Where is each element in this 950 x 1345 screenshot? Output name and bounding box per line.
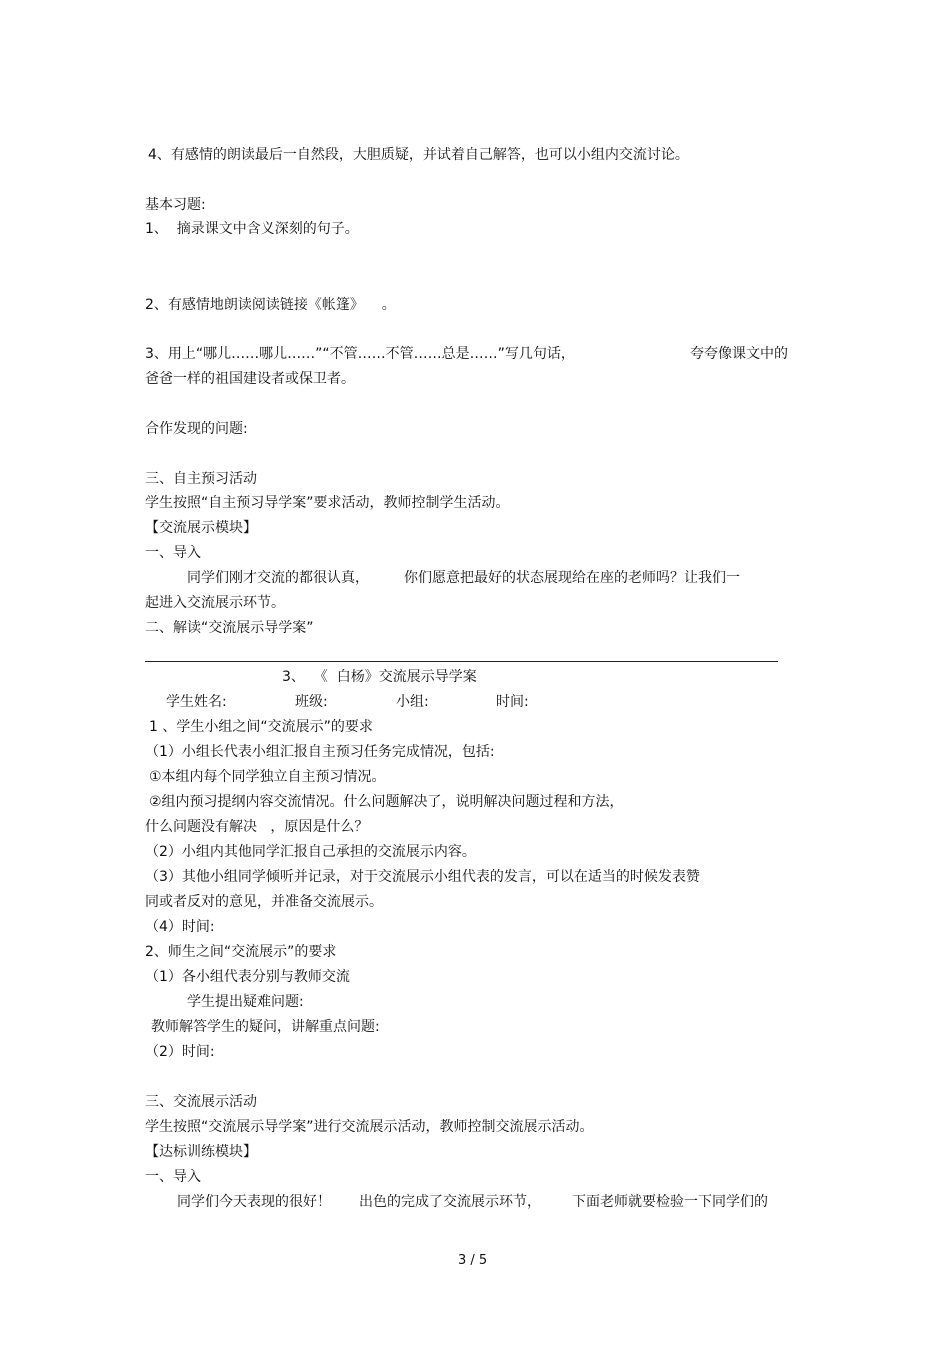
section-heading: 三、交流展示活动 xyxy=(145,1094,257,1110)
list-item: （1）各小组代表分别与教师交流 xyxy=(145,969,350,985)
list-item: ②组内预习提纲内容交流情况。什么问题解决了，说明解决问题过程和方法， xyxy=(149,794,624,810)
section-heading: 三、自主预习活动 xyxy=(145,471,257,487)
section-heading: 基本习题: xyxy=(145,197,206,213)
time-label: 时间: xyxy=(496,694,529,710)
section-heading: 二、解读“交流展示导学案” xyxy=(145,620,314,636)
paragraph: 同学们刚才交流的都很认真， xyxy=(187,570,369,586)
worksheet-title: 3、 《 白杨》交流展示导学案 xyxy=(282,669,477,685)
list-item: （4）时间: xyxy=(145,919,215,935)
list-item: （2）小组内其他同学汇报自己承担的交流展示内容。 xyxy=(145,844,476,860)
list-item: 教师解答学生的疑问，讲解重点问题: xyxy=(151,1019,380,1035)
paragraph-continued: 你们愿意把最好的状态展现给在座的老师吗？让我们一 xyxy=(404,570,740,586)
list-item: （1）小组长代表小组汇报自主预习任务完成情况，包括: xyxy=(145,744,495,760)
list-item: ①本组内每个同学独立自主预习情况。 xyxy=(149,769,386,785)
paragraph: 同学们今天表现的很好！ xyxy=(177,1194,331,1210)
list-item: 学生提出疑难问题: xyxy=(187,994,304,1010)
section-heading: 合作发现的问题: xyxy=(145,421,248,437)
section-heading: 2、师生之间“交流展示”的要求 xyxy=(145,944,337,960)
group-label: 小组: xyxy=(396,694,429,710)
exercise-item-continued: 爸爸一样的祖国建设者或保卫者。 xyxy=(145,371,355,387)
exercise-item: 1、 摘录课文中含义深刻的句子。 xyxy=(145,221,359,237)
exercise-item: 3、用上“哪儿……哪儿……”“不管……不管……总是……”写几句话， xyxy=(145,346,575,362)
paragraph: 学生按照“自主预习导学案”要求活动，教师控制学生活动。 xyxy=(145,495,510,511)
list-item: （3）其他小组同学倾听并记录，对于交流展示小组代表的发言，可以在适当的时候发表赞 xyxy=(145,869,700,885)
class-label: 班级: xyxy=(295,694,328,710)
list-item-continued: 什么问题没有解决 ，原因是什么？ xyxy=(145,819,369,835)
list-item: （2）时间: xyxy=(145,1044,215,1060)
list-item-continued: 同或者反对的意见，并准备交流展示。 xyxy=(145,894,383,910)
module-heading: 【达标训练模块】 xyxy=(145,1144,257,1160)
section-heading: 一、导入 xyxy=(145,545,201,561)
page-number: 3 / 5 xyxy=(458,1253,488,1268)
paragraph-continued: 下面老师就要检验一下同学们的 xyxy=(572,1194,768,1210)
student-name-label: 学生姓名: xyxy=(166,694,227,710)
paragraph: 学生按照“交流展示导学案”进行交流展示活动，教师控制交流展示活动。 xyxy=(145,1119,594,1135)
section-heading: 一、导入 xyxy=(145,1169,201,1185)
paragraph-continued: 出色的完成了交流展示环节， xyxy=(359,1194,541,1210)
section-heading: 1 、学生小组之间“交流展示”的要求 xyxy=(149,719,373,735)
horizontal-rule xyxy=(145,661,778,662)
exercise-item-continued: 夸夸像课文中的 xyxy=(690,346,788,362)
module-heading: 【交流展示模块】 xyxy=(145,520,257,536)
paragraph: 起进入交流展示环节。 xyxy=(145,595,285,611)
paragraph: 4、有感情的朗读最后一自然段，大胆质疑，并试着自己解答，也可以小组内交流讨论。 xyxy=(148,147,689,163)
exercise-item: 2、有感情地朗读阅读链接《帐篷》 。 xyxy=(145,297,396,313)
